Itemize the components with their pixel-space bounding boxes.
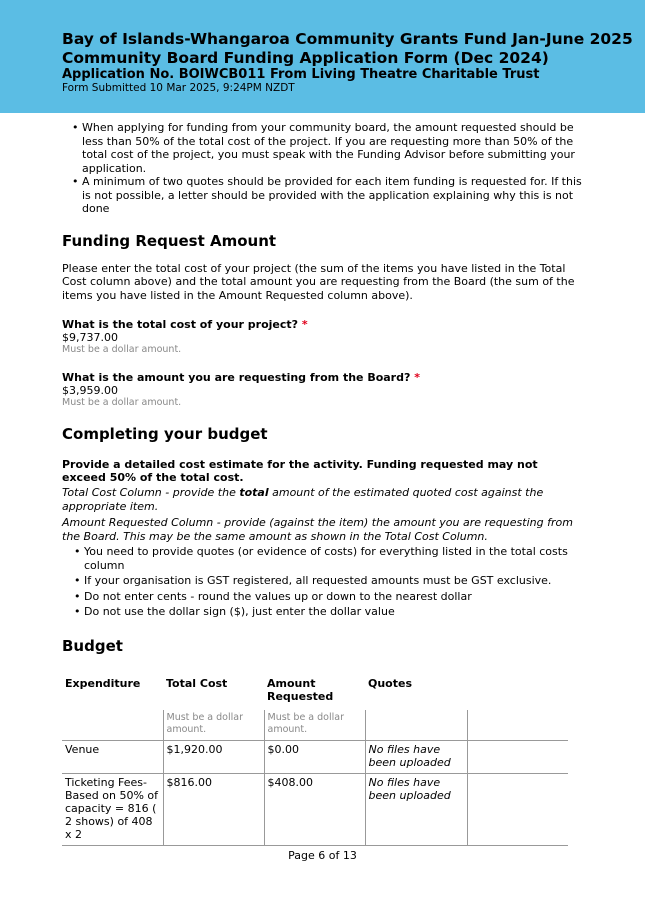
total-cost-cell: $816.00 [163, 773, 264, 845]
requested-amount-label: What is the amount you are requesting from the Board? [62, 371, 411, 384]
budget-header-row [62, 673, 568, 710]
total-cost-value: $9,737.00 [62, 331, 118, 344]
budget-bullet: • Do not use the dollar sign ($), just enter the dollar value [84, 605, 582, 619]
requested-cell: $0.00 [264, 740, 365, 773]
expenditure-cell: Ticketing Fees- Based on 50% of capacity = 816 ( 2 shows) of 408 x 2 [62, 773, 163, 845]
column-header-empty [467, 673, 568, 710]
table-cell [467, 740, 568, 773]
instruction-text: amount of the estimated quoted cost against the appropriate item. [62, 486, 544, 513]
required-marker: * [301, 318, 308, 331]
funding-description: Please enter the total cost of your project (the sum of the items you have listed in the Total Cost column above) and the total amount you are requesting from the Board (the sum of the items you have listed in the Amount Requested column above). [62, 261, 575, 302]
table-row [62, 740, 568, 773]
table-cell [62, 710, 163, 741]
instruction-bold: total [239, 486, 269, 499]
budget-heading: Budget [62, 636, 123, 655]
intro-bullet: • A minimum of two quotes should be provided for each item funding is requested for. If this is not possible, a letter should be provided with the application explaining why this is not done [82, 175, 582, 216]
dollar-hint: Must be a dollar amount. [264, 710, 365, 741]
dollar-hint: Must be a dollar amount. [163, 710, 264, 741]
table-cell [365, 710, 467, 741]
total-cost-hint: Must be a dollar amount. [62, 344, 182, 355]
instruction-text: Total Cost Column - provide the [62, 486, 240, 499]
form-content [62, 121, 582, 846]
expenditure-cell: Venue [62, 740, 163, 773]
budget-bullet: • You need to provide quotes (or evidence of costs) for everything listed in the total costs column [84, 545, 582, 572]
table-cell [467, 710, 568, 741]
budget-info-heading: Completing your budget [62, 425, 268, 443]
intro-bullet: • When applying for funding from your community board, the amount requested should be less than 50% of the total cost of the project. If you are requesting more than 50% of the total cost of the project, you must speak with the Funding Advisor before submitting your application. [82, 121, 582, 175]
amount-requested-instruction: Amount Requested Column - provide (against the item) the amount you are requesting from the Board. This may be the same amount as shown in the Total Cost Column. [62, 516, 573, 543]
total-cost-question [62, 318, 582, 356]
column-header-amount-requested: Amount Requested [267, 676, 334, 703]
form-header [0, 0, 645, 113]
column-header-expenditure: Expenditure [65, 676, 141, 690]
requested-amount-hint: Must be a dollar amount. [62, 397, 182, 408]
application-number: Application No. BOIWCB011 From Living Theatre Charitable Trust [62, 67, 540, 82]
required-marker: * [414, 371, 420, 384]
page-number: Page 6 of 13 [288, 849, 357, 862]
requested-amount-value: $3,959.00 [62, 384, 118, 397]
budget-bullet: • Do not enter cents - round the values up or down to the nearest dollar [84, 590, 582, 604]
requested-cell: $408.00 [264, 773, 365, 845]
funding-heading: Funding Request Amount [62, 231, 277, 250]
total-cost-instruction [62, 486, 582, 513]
budget-info-bold: Provide a detailed cost estimate for the activity. Funding requested may not exceed 50% of the total cost. [62, 458, 538, 484]
column-header-total-cost: Total Cost [166, 676, 228, 690]
budget-bullet-list [62, 545, 582, 619]
table-row [62, 773, 568, 845]
table-cell [467, 773, 568, 845]
requested-amount-question [62, 371, 582, 409]
column-header-quotes: Quotes [368, 676, 413, 690]
total-cost-cell: $1,920.00 [163, 740, 264, 773]
total-cost-label: What is the total cost of your project? [62, 318, 299, 331]
intro-bullet-list [62, 121, 582, 216]
quotes-cell: No files have been uploaded [365, 773, 467, 845]
budget-hint-row [62, 710, 568, 741]
quotes-cell: No files have been uploaded [365, 740, 467, 773]
fund-title: Bay of Islands-Whangaroa Community Grants Fund Jan-June 2025 [62, 30, 633, 48]
budget-bullet: • If your organisation is GST registered, all requested amounts must be GST exclusive. [84, 574, 582, 588]
form-title: Community Board Funding Application Form (Dec 2024) [62, 49, 549, 67]
budget-table [62, 673, 568, 846]
submitted-timestamp: Form Submitted 10 Mar 2025, 9:24PM NZDT [62, 82, 295, 94]
